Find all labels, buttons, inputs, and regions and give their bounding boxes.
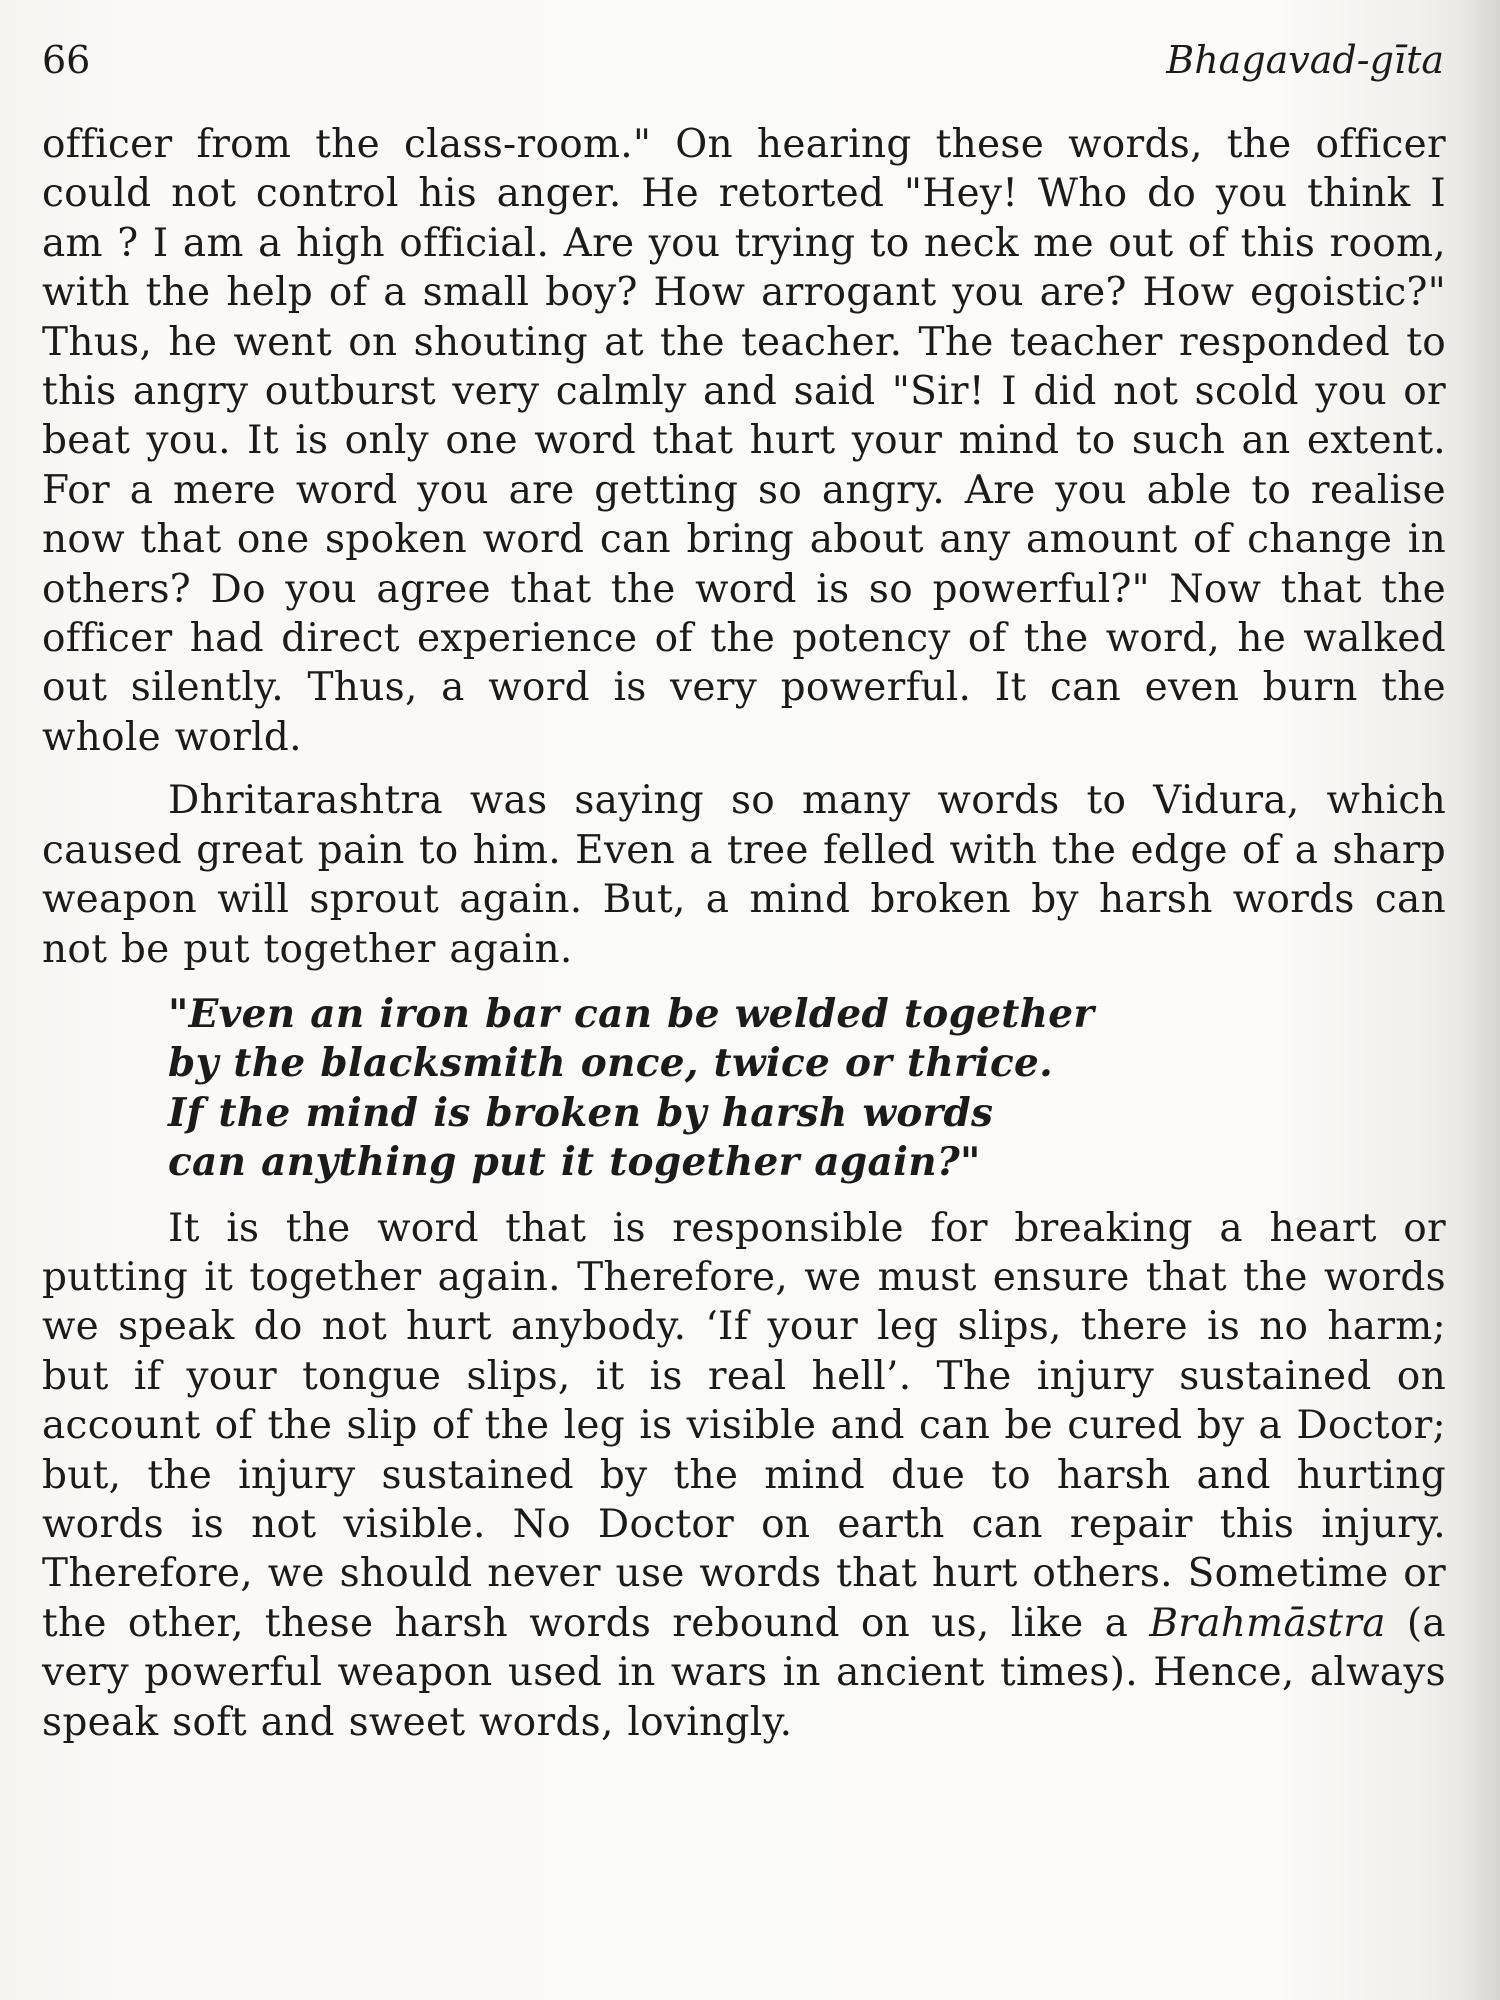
running-title: Bhagavad-gīta	[1166, 38, 1444, 82]
paragraph-3-text-b: (a very powerful weapon used in wars in ancient times). Hence, always speak soft and sweet words, lovingly.	[42, 1600, 1446, 1745]
page-header	[42, 30, 1444, 90]
paragraph-2: Dhritarashtra was saying so many words to Vidura, which caused great pain to him. Even a tree felled with the edge of a sharp weapon will sprout again. But, a mind broken by harsh words can not be put together again.	[42, 778, 1446, 972]
page-number: 66	[42, 38, 91, 82]
page-edge-shadow	[1460, 0, 1500, 2000]
brahmastra-term: Brahmāstra	[1149, 1600, 1386, 1646]
verse-line-3: If the mind is broken by harsh words	[168, 1089, 994, 1136]
paragraph-1: officer from the class-room." On hearing these words, the officer could not control his anger. He retorted "Hey! Who do you think I am ? I am a high official. Are you trying to neck me out of this room, with the help of a small boy? How arrogant you are? How egoistic?" Thus, he went on shouting at the teacher. The teacher responded to this angry outburst very calmly and said "Sir! I did not scold you or beat you. It is only one word that hurt your mind to such an extent. For a mere word you are getting so angry. Are you able to realise now that one spoken word can bring about any amount of change in others? Do you agree that the word is so powerful?" Now that the officer had direct experience of the potency of the word, he walked out silently. Thus, a word is very powerful. It can even burn the whole world.	[42, 122, 1446, 760]
verse-quote	[168, 990, 1446, 1188]
body-text	[42, 120, 1446, 1747]
verse-line-1: "Even an iron bar can be welded together	[168, 990, 1095, 1037]
verse-line-2: by the blacksmith once, twice or thrice.	[168, 1040, 1054, 1087]
verse-line-4: can anything put it together again?"	[168, 1139, 981, 1186]
paragraph-3	[42, 1204, 1446, 1747]
paragraph-3-text-a: It is the word that is responsible for breaking a heart or putting it together again. Therefore, we must ensure that the words we speak do not hurt anybody. ‘If your leg slips, there is no harm; but if your tongue slips, it is real hell’. The injury sustained on account of the slip of the leg is visible and can be cured by a Doctor; but, the injury sustained by the mind due to harsh and hurting words is not visible. No Doctor on earth can repair this injury. Therefore, we should never use words that hurt others. Sometime or the other, these harsh words rebound on us, like a	[42, 1205, 1446, 1646]
